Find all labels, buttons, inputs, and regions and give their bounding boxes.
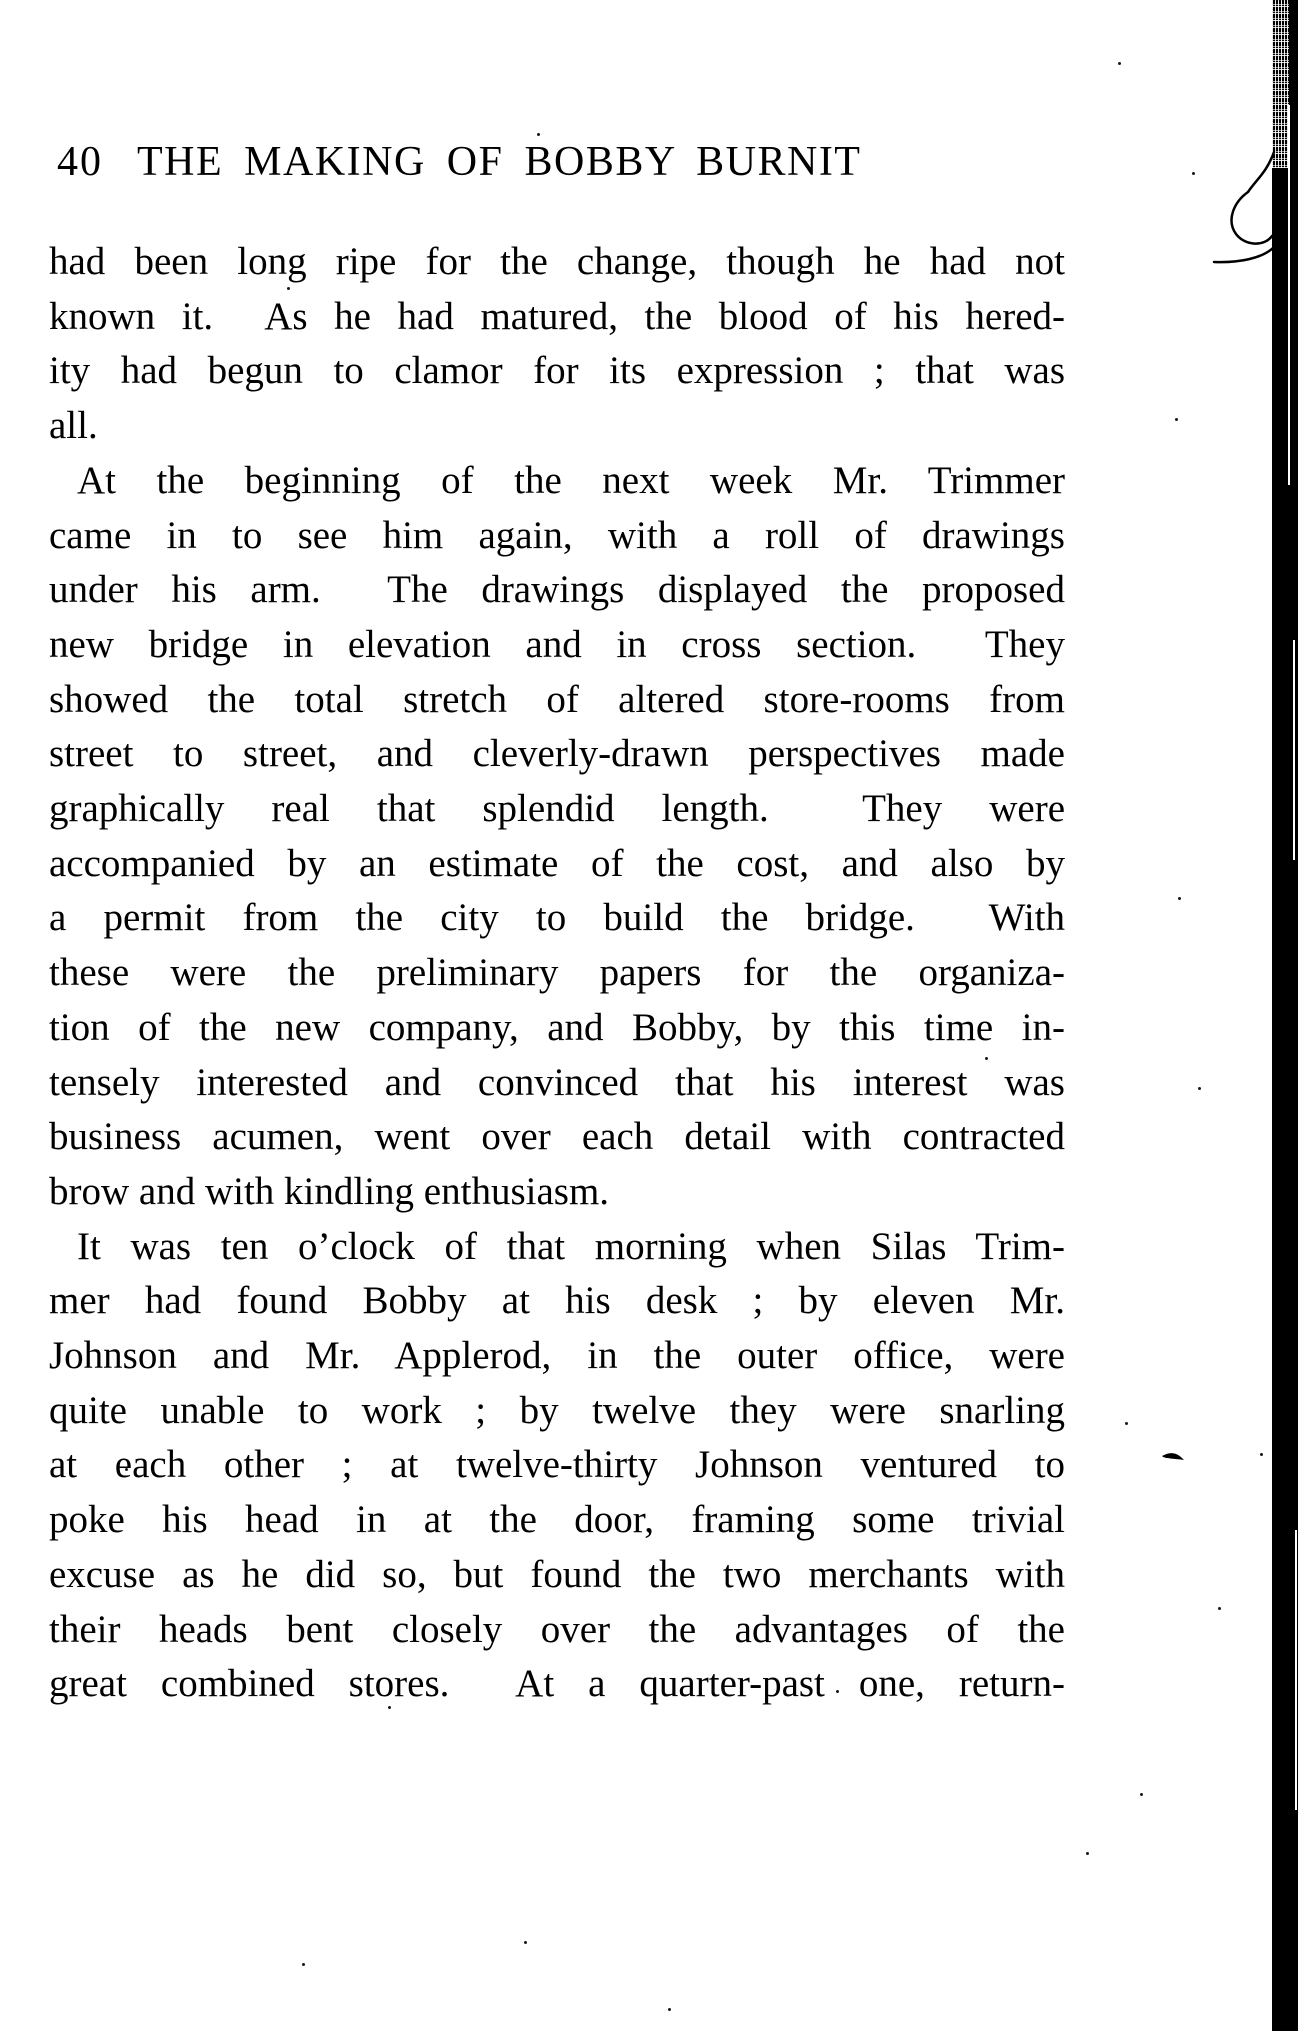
text-line: quite unable to work ; by twelve they were snarling bbox=[49, 1388, 1065, 1432]
binding-white-sliver bbox=[1293, 640, 1295, 860]
binding-shadow-noise bbox=[1272, 0, 1289, 168]
running-title: THE MAKING OF BOBBY BURNIT bbox=[137, 139, 862, 185]
text-line: ity had begun to clamor for its expression ; that was bbox=[49, 349, 1065, 393]
text-line: showed the total stretch of altered store-rooms from bbox=[49, 677, 1065, 721]
ink-speck bbox=[1160, 1448, 1186, 1464]
text-line: all. bbox=[49, 404, 98, 448]
scan-dust-dots bbox=[287, 287, 290, 290]
text-line: Johnson and Mr. Applerod, in the outer office, were bbox=[49, 1334, 1065, 1378]
text-line: tion of the new company, and Bobby, by this time in- bbox=[49, 1005, 1065, 1049]
text-line: known it. As he had matured, the blood of his hered- bbox=[49, 294, 1065, 338]
text-line: came in to see him again, with a roll of drawings bbox=[49, 513, 1065, 557]
text-line: at each other ; at twelve-thirty Johnson ventured to bbox=[49, 1443, 1065, 1487]
text-line: brow and with kindling enthusiasm. bbox=[49, 1169, 610, 1213]
text-line: graphically real that splendid length. They were bbox=[49, 787, 1065, 831]
text-line: business acumen, went over each detail with contracted bbox=[49, 1115, 1065, 1159]
text-line: tensely interested and convinced that his interest was bbox=[49, 1060, 1065, 1104]
text-line: At the beginning of the next week Mr. Trimmer bbox=[77, 458, 1065, 502]
binding-white-sliver bbox=[1295, 1530, 1297, 1810]
text-line: had been long ripe for the change, though he had not bbox=[49, 240, 1065, 283]
text-line: their heads bent closely over the advantages of the bbox=[49, 1607, 1065, 1651]
text-line: street to street, and cleverly-drawn perspectives made bbox=[49, 732, 1065, 776]
binding-white-sliver bbox=[1288, 105, 1290, 485]
page-number: 40 bbox=[57, 139, 103, 185]
text-line: these were the preliminary papers for the organiza- bbox=[49, 951, 1065, 995]
pen-squiggle-mark bbox=[1212, 150, 1276, 272]
text-line: under his arm. The drawings displayed the proposed bbox=[49, 568, 1065, 612]
text-block bbox=[49, 235, 1065, 1712]
text-line: poke his head in at the door, framing some trivial bbox=[49, 1498, 1065, 1542]
text-line: It was ten o’clock of that morning when Silas Trim- bbox=[77, 1224, 1065, 1268]
text-line: mer had found Bobby at his desk ; by eleven Mr. bbox=[49, 1279, 1065, 1323]
text-line: excuse as he did so, but found the two merchants with bbox=[49, 1552, 1065, 1596]
text-line: great combined stores. At a quarter-past one, return- bbox=[49, 1662, 1065, 1706]
text-line: accompanied by an estimate of the cost, and also by bbox=[49, 841, 1065, 885]
text-line: a permit from the city to build the bridge. With bbox=[49, 896, 1065, 940]
page-header bbox=[57, 138, 1067, 186]
text-line: new bridge in elevation and in cross section. They bbox=[49, 622, 1065, 666]
